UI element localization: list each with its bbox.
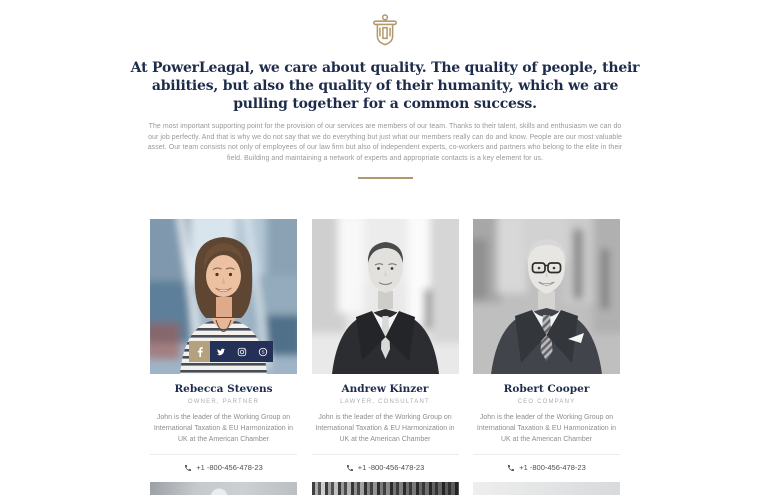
team-member-card [312, 219, 459, 472]
brand-logo [0, 13, 770, 53]
portrait-robert [473, 219, 620, 374]
member-role: LAWYER, CONSULTANT [340, 399, 430, 405]
member-photo-partial[interactable] [150, 482, 297, 495]
member-bio: John is the leader of the Working Group on International Taxation & EU Harmonization in UK at the American Chamber [476, 414, 617, 443]
phone-icon [507, 464, 515, 472]
team-member-card [150, 219, 297, 472]
member-photo-partial[interactable] [312, 482, 459, 495]
section-paragraph: The most important supporting point for the provision of our services are members of our team. Thanks to their talent, skills and enthusiasm we can do our job perfectly. And that is why we do not say that we do everything but just what our members really can do and know. People are our most valuable asset. Our team consists not only of employees of our law firm but also of independent experts, co-workers and partners who belong to the elite in their field. Building and maintaining a network of experts and appropriate contacts is a key element for us. [147, 123, 623, 162]
phone-icon [346, 464, 354, 472]
phone-number: +1 -800-456-478-23 [357, 463, 425, 472]
member-name: Rebecca Stevens [174, 383, 273, 395]
twitter-icon[interactable] [210, 341, 231, 362]
card-divider [473, 454, 620, 455]
member-photo-partial[interactable] [473, 482, 620, 495]
column-shield-icon [365, 13, 405, 53]
member-name: Robert Cooper [503, 383, 590, 395]
member-role: OWNER, PARTNER [187, 399, 260, 405]
team-section-header [0, 0, 770, 179]
gold-divider [358, 177, 413, 179]
member-role: CEO COMPANY [517, 399, 576, 405]
phone-number: +1 -800-456-478-23 [196, 463, 263, 472]
portrait-andrew [312, 219, 459, 374]
team-grid [150, 219, 620, 495]
skype-icon[interactable] [252, 341, 273, 362]
member-photo[interactable] [312, 219, 459, 374]
section-heading: At PowerLeagal, we care about quality. The quality of people, their abilities, but also the quality of their humanity, which we are pulling together for a common success. [130, 60, 640, 112]
facebook-icon[interactable] [189, 341, 210, 362]
social-bar [189, 341, 273, 362]
member-phone[interactable] [150, 463, 297, 472]
phone-icon [184, 464, 192, 472]
card-divider [312, 454, 459, 455]
svg-text:S: S [260, 349, 265, 355]
member-phone[interactable] [473, 463, 620, 472]
member-phone[interactable] [312, 463, 459, 472]
instagram-icon[interactable] [231, 341, 252, 362]
member-photo[interactable] [473, 219, 620, 374]
member-photo[interactable] [150, 219, 297, 374]
team-row-1 [150, 219, 620, 472]
member-name: Andrew Kinzer [341, 383, 429, 395]
phone-number: +1 -800-456-478-23 [519, 463, 586, 472]
member-bio: John is the leader of the Working Group on International Taxation & EU Harmonization in UK at the American Chamber [315, 414, 455, 443]
team-row-2-partial [150, 482, 620, 495]
member-bio: John is the leader of the Working Group on International Taxation & EU Harmonization in UK at the American Chamber [153, 414, 294, 443]
team-member-card [473, 219, 620, 472]
card-divider [150, 454, 297, 455]
